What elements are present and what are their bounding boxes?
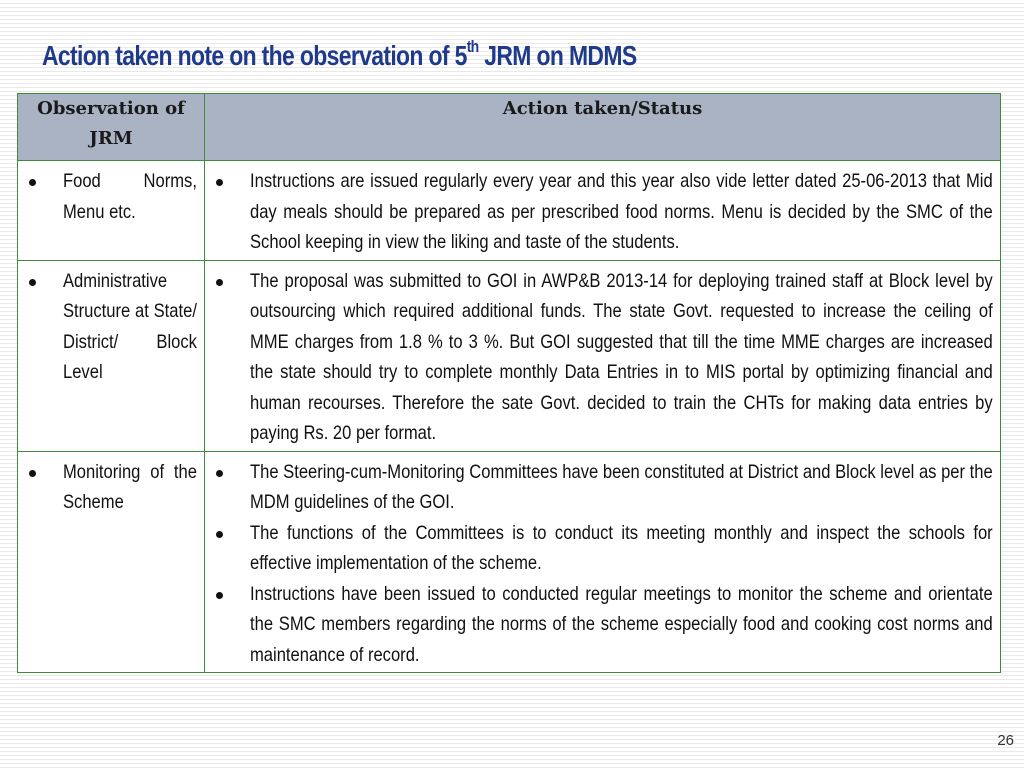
action-text: Instructions are issued regularly every year and this year also vide letter dated 25-06-2013 that Mid day meals should be prepared as per prescribed food norms. Menu is decided by the SMC of the School keeping in view the liking and taste of the students. [250, 170, 993, 253]
observation-cell [18, 451, 205, 673]
observation-item [18, 457, 204, 518]
bullet-icon [216, 179, 223, 186]
slide-title-superscript: th [466, 36, 479, 56]
bullet-icon [29, 179, 36, 186]
action-item [205, 266, 1000, 449]
action-item [205, 166, 1000, 258]
slide-title-tail: JRM on MDMS [478, 40, 637, 71]
bullet-icon [216, 470, 223, 477]
action-item [205, 457, 1000, 518]
column-header-observation: Observation of JRM [18, 94, 205, 161]
bullet-icon [216, 592, 223, 599]
bullet-icon [216, 531, 223, 538]
table-row [18, 451, 1001, 673]
action-text: Instructions have been issued to conducted regular meetings to monitor the scheme and orientate the SMC members regarding the norms of the scheme especially food and cooking cost norms and maintenance of record. [250, 582, 993, 666]
observation-item [18, 166, 204, 227]
observation-text: Monitoring of the Scheme [63, 460, 197, 513]
slide-title-main: Action taken note on the observation of 5 [42, 40, 467, 71]
bullet-icon [216, 279, 223, 286]
bullet-icon [29, 279, 36, 286]
page-number: 26 [997, 732, 1014, 749]
action-text: The proposal was submitted to GOI in AWP&B 2013-14 for deploying trained staff at Block level by outsourcing which required additional funds. The state Govt. requested to increase the ceiling of MME charges from 1.8 % to 3 %. But GOI suggested that till the time MME charges are increased the state should try to complete monthly Data Entries in to MIS portal by optimizing financial and human recourses. Therefore the sate Govt. decided to train the CHTs for making data entries by paying Rs. 20 per format. [250, 269, 993, 444]
action-text: The Steering-cum-Monitoring Committees have been constituted at District and Block level as per the MDM guidelines of the GOI. [250, 460, 993, 513]
action-cell [205, 260, 1001, 451]
action-cell [205, 161, 1001, 261]
observation-cell [18, 161, 205, 261]
observation-text: Food Norms, Menu etc. [63, 170, 197, 223]
observation-cell [18, 260, 205, 451]
action-item [205, 518, 1000, 579]
action-taken-table [17, 93, 1001, 673]
column-header-action: Action taken/Status [205, 94, 1001, 161]
action-text: The functions of the Committees is to conduct its meeting monthly and inspect the schools for effective implementation of the scheme. [250, 521, 993, 574]
action-item [205, 579, 1000, 671]
table-header-row [18, 94, 1001, 161]
observation-item [18, 266, 204, 388]
table-row [18, 161, 1001, 261]
action-cell [205, 451, 1001, 673]
observation-text: Administrative Structure at State/ District/ Block Level [63, 269, 197, 383]
table-row [18, 260, 1001, 451]
slide-title [42, 36, 637, 72]
bullet-icon [29, 470, 36, 477]
